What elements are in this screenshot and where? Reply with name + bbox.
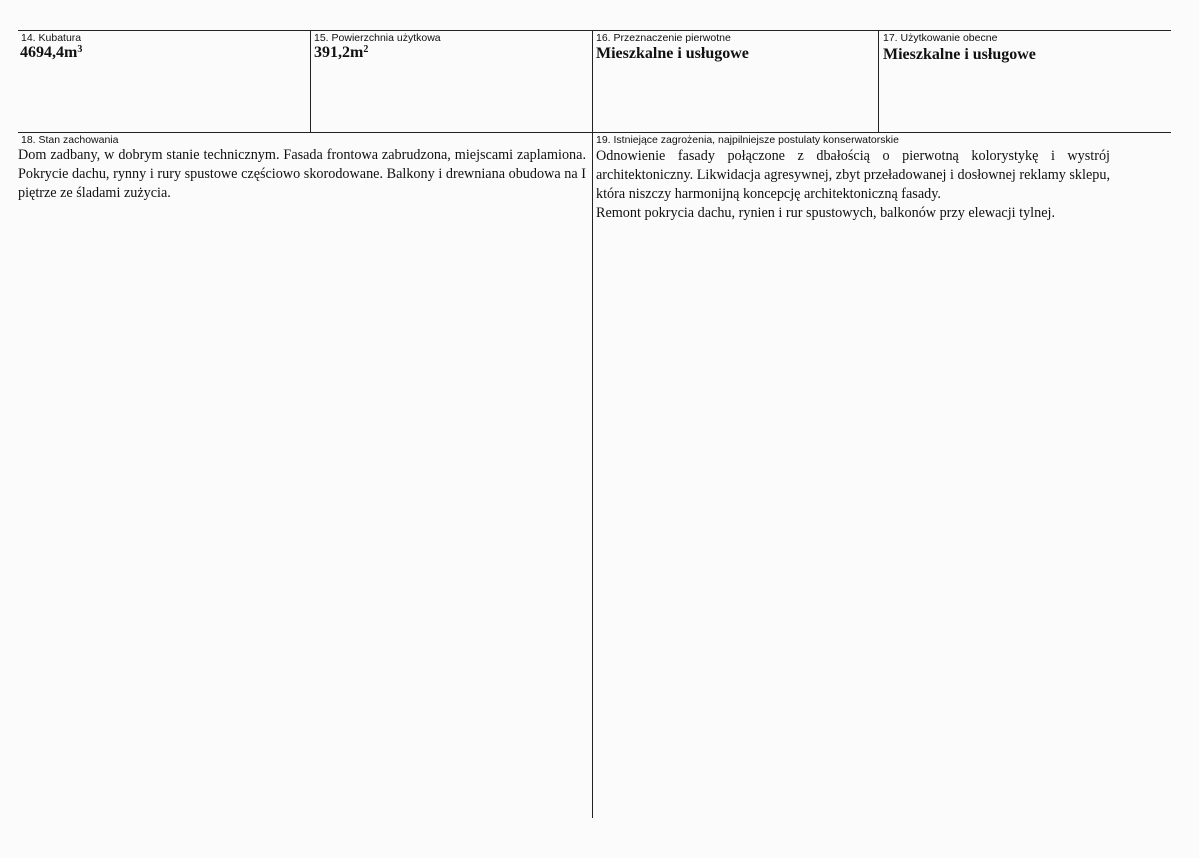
cell-divider-4: [592, 132, 593, 818]
stan-zachowania-text: Dom zadbany, w dobrym stanie technicznym. Fasada frontowa zabrudzona, miejscami zaplamiona. Pokrycie dachu, rynny i rury spustowe częściowo skorodowane. Balkony i drewniana obudowa na I piętrze ze śladami zużycia.: [18, 147, 586, 201]
top-border: [18, 30, 1171, 31]
cell-divider-2: [592, 30, 593, 132]
stan-zachowania-label: 18. Stan zachowania: [21, 134, 119, 146]
kubatura-number: 4694,4m: [20, 44, 78, 61]
row-divider: [18, 132, 1171, 133]
przeznaczenie-value: Mieszkalne i usługowe: [596, 45, 749, 62]
zagrozenia-label: 19. Istniejące zagrożenia, najpilniejsze postulaty konserwatorskie: [596, 134, 899, 146]
uzytkowanie-value: Mieszkalne i usługowe: [883, 46, 1036, 63]
kubatura-unit-exponent: 3: [77, 44, 83, 55]
przeznaczenie-label: 16. Przeznaczenie pierwotne: [596, 32, 731, 44]
kubatura-value: [20, 44, 82, 62]
zagrozenia-text: [596, 147, 1110, 223]
zagrozenia-paragraph-2: Remont pokrycia dachu, rynien i rur spustowych, balkonów przy elewacji tylnej.: [596, 205, 1056, 221]
cell-divider-1: [310, 30, 311, 132]
powierzchnia-unit-exponent: 2: [363, 44, 369, 55]
cell-divider-3: [878, 30, 879, 132]
powierzchnia-number: 391,2m: [314, 44, 364, 61]
zagrozenia-paragraph-1: Odnowienie fasady połączone z dbałością o pierwotną kolorystykę i wystrój architektoniczny. Likwidacja agresywnej, zbyt przeładowanej i dosłownej reklamy sklepu, która niszczy harmonijną koncepcję architektoniczną fasady.: [596, 148, 1110, 202]
kubatura-label: 14. Kubatura: [21, 32, 82, 44]
powierzchnia-label: 15. Powierzchnia użytkowa: [314, 32, 441, 44]
powierzchnia-value: [314, 44, 368, 62]
uzytkowanie-label: 17. Użytkowanie obecne: [883, 32, 998, 44]
